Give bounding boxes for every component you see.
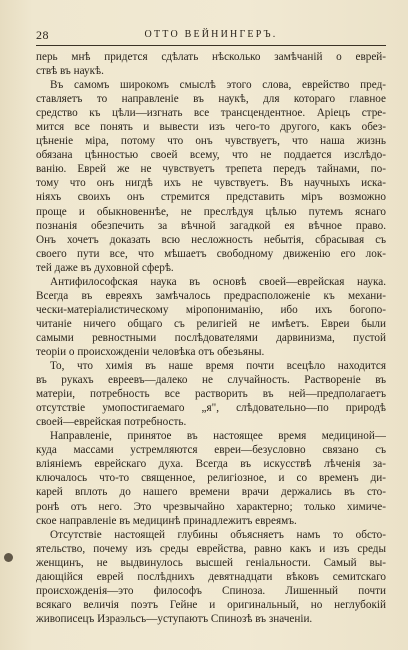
text-line: цѣненіе міра, потому что онъ чувствуетъ, что наша жизнь: [36, 135, 386, 148]
text-line: ванію. Еврей же не чувствуетъ трепета передъ тайнами, по-: [36, 163, 386, 176]
text-line: матеріи, потребность все растворить въ ней—предполагаетъ: [36, 388, 386, 401]
text-line: ключалось что-то священное, религіозное, и со временъ ди-: [36, 472, 386, 485]
text-line: дающійся еврей послѣднихъ девятнадцати вѣковъ семитскаго: [36, 570, 386, 583]
text-line: отсутствіе умопостигаемаго „я", слѣдовательно—по природѣ: [36, 402, 386, 415]
text-line: происхожденія—это философъ Спиноза. Лишенный почти: [36, 584, 386, 597]
text-line: куда массами устремляются евреи—безусловно связано съ: [36, 444, 386, 457]
text-line: То, что химія въ наше время почти всецѣло находится: [50, 360, 386, 373]
text-line: проще и обыкновеннѣе, не преслѣдуя цѣлью путемъ яснаго: [36, 205, 386, 218]
text-line: мится все понять и вывести изъ чего-то другого, какъ обез-: [36, 121, 386, 134]
page-header: [36, 28, 386, 44]
text-line: Онъ хочетъ доказать всю несложность небытія, сбрасывая съ: [36, 233, 386, 246]
text-line: всякаго величія поэтъ Гейне и оригинальный, но неглубокій: [36, 598, 386, 611]
text-line: теоріи о происхожденіи человѣка отъ обезьяны.: [36, 345, 265, 358]
text-line: Направленіе, принятое въ настоящее время медициной—: [50, 430, 386, 443]
text-line: познанія обезпечить за вѣчной загадкой ея вѣчное право.: [36, 219, 386, 232]
text-line: чески-матеріалистическому міропониманію, ибо ихъ богопо-: [36, 303, 386, 316]
text-line: ніяхъ своихъ онъ стремится представить міръ возможно: [36, 191, 386, 204]
text-line: Отсутствіе настоящей глубины объясняетъ намъ то обсто-: [50, 528, 386, 541]
text-line: ставляетъ то направленіе въ наукѣ, для котораго главное: [36, 93, 386, 106]
body-text: [36, 50, 386, 626]
text-line: обязана цѣнностью своей всему, что не поддается изслѣдо-: [36, 149, 386, 162]
text-line: тому что онъ нигдѣ ихъ не чувствуетъ. Въ научныхъ иска-: [36, 177, 386, 190]
text-line: женщинъ, не выдвинулось высшей геніальности. Самый вы-: [36, 556, 386, 569]
text-line: Въ самомъ широкомъ смыслѣ этого слова, еврейство пред-: [50, 79, 386, 92]
text-line: Антифилософская наука въ основѣ своей—еврейская наука.: [50, 275, 386, 288]
text-line: ятельство, почему изъ среды еврейства, равно какъ и изъ среды: [36, 542, 386, 555]
text-line: въ рукахъ евреевъ—далеко не случайность. Раствореніе въ: [36, 374, 386, 387]
text-line: вліяніемъ еврейскаго духа. Всегда въ искусствѣ лѣченія за-: [36, 458, 386, 471]
text-line: Всегда въ евреяхъ замѣчалось предрасположеніе къ механи-: [36, 289, 386, 302]
text-line: своего пути все, что мѣшаетъ свободному движенію его лок-: [36, 247, 386, 260]
text-line: ствѣ въ наукѣ.: [36, 65, 104, 78]
text-line: карей вплоть до нашего времени врачи держались въ сто-: [36, 486, 386, 499]
text-line: самыми ревностными послѣдователями дарвинизма, пустой: [36, 331, 386, 344]
text-line: живописецъ Израэльсъ—уступаютъ Спинозѣ въ значеніи.: [36, 612, 313, 625]
text-line: перь мнѣ придется сдѣлать нѣсколько замѣчаній о еврей-: [36, 51, 386, 63]
header-rule: [36, 45, 386, 46]
page-number: 28: [36, 28, 49, 42]
ink-blot: [4, 553, 13, 562]
text-line: читаніе ничего общаго съ религіей не имѣетъ. Евреи были: [36, 317, 386, 330]
text-line: ское направленіе въ медицинѣ принадлежитъ евреямъ.: [36, 514, 297, 527]
text-line: тей даже въ духовной сферѣ.: [36, 261, 174, 274]
text-line: ронѣ отъ него. Это чрезвычайно характерно; только химиче-: [36, 500, 386, 513]
text-line: средство къ цѣли—изгнать все трансцендентное. Арiецъ стре-: [36, 107, 386, 120]
text-line: своей—еврейская потребность.: [36, 416, 187, 429]
running-title: ОТТО ВЕЙНИНГЕРЪ.: [144, 29, 278, 40]
